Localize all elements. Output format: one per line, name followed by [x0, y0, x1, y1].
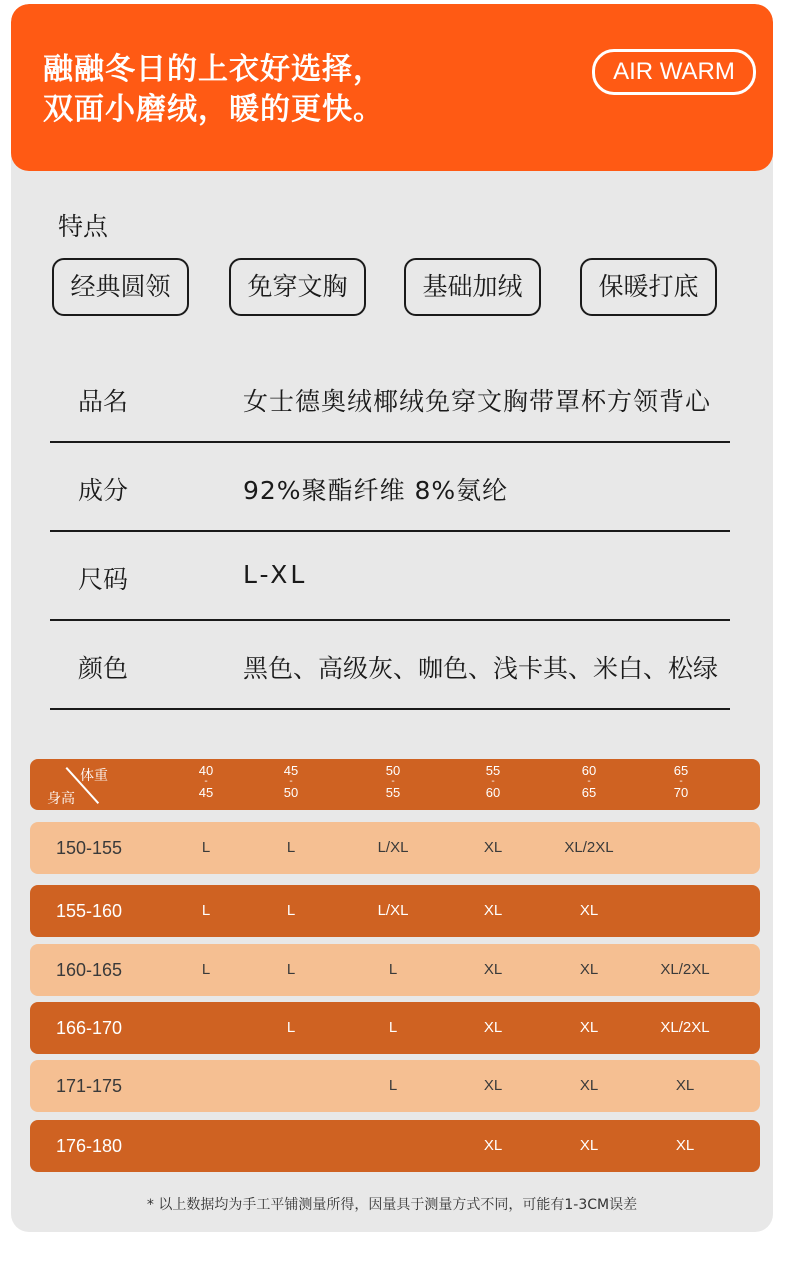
spec-value: 女士德奥绒椰绒免穿文胸带罩杯方领背心 [243, 387, 712, 416]
size-cell: L [388, 1077, 398, 1094]
size-chart-header [30, 759, 760, 810]
spec-label: 品名 [78, 387, 129, 416]
size-cell: XL [579, 1019, 599, 1036]
size-cell: L [201, 902, 211, 919]
size-cell: L [286, 902, 296, 919]
feature-tag-round-neck: 经典圆领 [52, 258, 189, 316]
size-cell: L [388, 1019, 398, 1036]
spec-value: 92%聚酯纤维 8%氨纶 [243, 476, 509, 505]
size-cell: L/XL [377, 839, 409, 856]
spec-label: 颜色 [78, 654, 129, 683]
size-cell: L [286, 961, 296, 978]
height-range: 150-155 [56, 838, 123, 858]
size-cell: XL/2XL [660, 961, 710, 978]
height-range: 176-180 [56, 1136, 123, 1156]
feature-tag-fleece: 基础加绒 [404, 258, 541, 316]
features-title: 特点 [58, 212, 109, 241]
headline [43, 50, 384, 130]
size-cell: XL [483, 1137, 503, 1154]
spec-label: 成分 [78, 476, 129, 505]
size-cell: XL [675, 1137, 695, 1154]
feature-tag-warm-base: 保暖打底 [580, 258, 717, 316]
size-row [30, 822, 760, 874]
size-cell: XL [579, 961, 599, 978]
size-row [30, 1120, 760, 1172]
spec-value: 黑色、高级灰、咖色、浅卡其、米白、松绿 [243, 654, 719, 683]
size-row [30, 1002, 760, 1054]
size-cell: XL [483, 961, 503, 978]
weight-col: 40 - 45 [198, 763, 214, 800]
spec-row-name [50, 352, 730, 443]
headline-line-1: 融融冬日的上衣好选择， [43, 52, 384, 87]
size-cell: L [286, 839, 296, 856]
size-row [30, 944, 760, 996]
size-cell: XL [483, 1077, 503, 1094]
weight-col: 55 - 60 [485, 763, 501, 800]
size-cell: L/XL [377, 902, 409, 919]
weight-col: 50 - 55 [385, 763, 401, 800]
weight-axis-label: 体重 [80, 767, 108, 783]
size-cell: XL/2XL [564, 839, 614, 856]
spec-row-material [50, 441, 730, 532]
size-cell: XL [579, 1137, 599, 1154]
spec-row-color [50, 619, 730, 710]
headline-line-2: 双面小磨绒，暖的更快。 [43, 92, 384, 127]
feature-tag-bra-free: 免穿文胸 [229, 258, 366, 316]
size-cell: XL/2XL [660, 1019, 710, 1036]
weight-col: 65 - 70 [673, 763, 689, 800]
size-cell: XL [483, 902, 503, 919]
product-card [11, 4, 773, 1232]
size-cell: L [201, 839, 211, 856]
size-cell: L [286, 1019, 296, 1036]
height-range: 160-165 [56, 960, 123, 980]
size-cell: L [388, 961, 398, 978]
weight-col: 45 - 50 [283, 763, 299, 800]
size-row [30, 1060, 760, 1112]
size-cell: L [201, 961, 211, 978]
spec-row-size [50, 530, 730, 621]
air-warm-badge: AIR WARM [592, 49, 756, 95]
size-cell: XL [483, 1019, 503, 1036]
size-cell: XL [675, 1077, 695, 1094]
height-range: 166-170 [56, 1018, 123, 1038]
weight-col: 60 - 65 [581, 763, 597, 800]
spec-value: L-XL [243, 560, 308, 589]
size-row [30, 885, 760, 937]
size-cell: XL [579, 1077, 599, 1094]
size-cell: XL [483, 839, 503, 856]
spec-label: 尺码 [78, 565, 129, 594]
measurement-footnote: * 以上数据均为手工平铺测量所得，因量具于测量方式不同，可能有1-3CM误差 [146, 1197, 638, 1213]
promo-header [11, 4, 773, 171]
size-cell: XL [579, 902, 599, 919]
height-range: 171-175 [56, 1076, 123, 1096]
height-axis-label: 身高 [47, 790, 75, 806]
height-range: 155-160 [56, 901, 123, 921]
